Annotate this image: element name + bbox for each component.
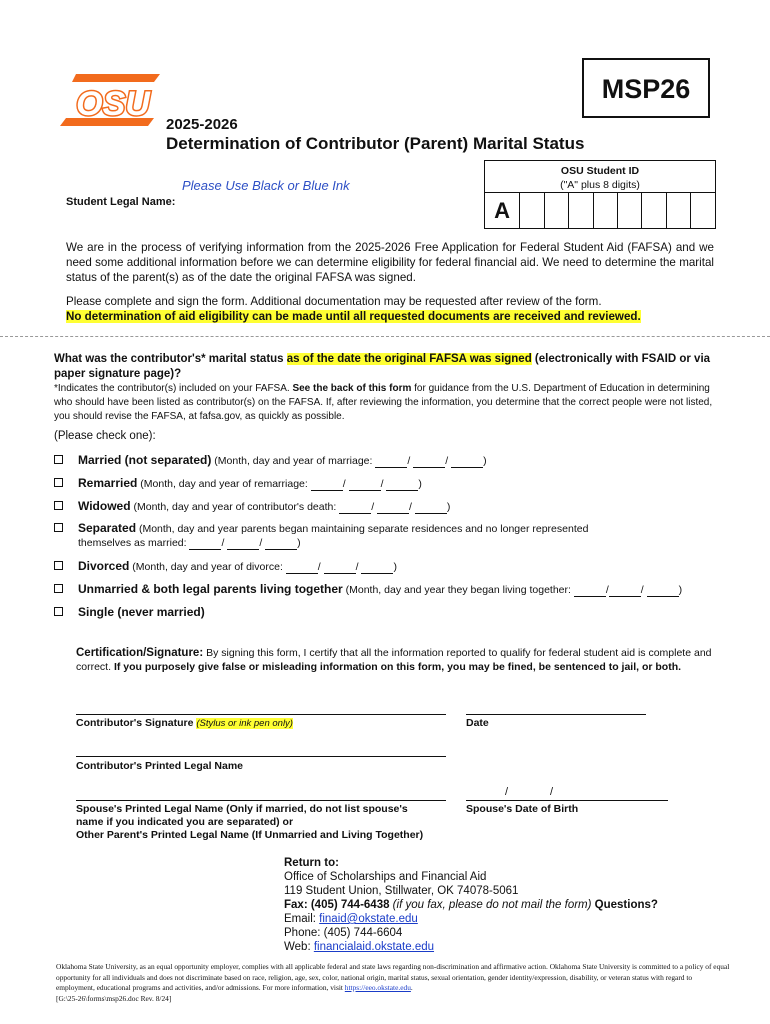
footer bbox=[56, 962, 732, 1004]
student-id-digit-4[interactable] bbox=[593, 193, 617, 228]
question-highlight: as of the date the original FAFSA was signed bbox=[286, 353, 532, 365]
option-married[interactable]: Married (not separated) (Month, day and year of marriage: / / ) bbox=[48, 453, 738, 468]
complete-paragraph: Please complete and sign the form. Additional documentation may be requested after review of the form. bbox=[66, 295, 602, 308]
spouse-dob-label: Spouse's Date of Birth bbox=[466, 803, 579, 815]
contributor-signature-label bbox=[76, 717, 293, 730]
option-single-label: Single (never married) bbox=[78, 605, 205, 619]
student-id-digit-7[interactable] bbox=[666, 193, 690, 228]
option-divorced-label: Divorced bbox=[78, 559, 130, 573]
year-blank[interactable] bbox=[451, 456, 483, 468]
printed-name-line[interactable] bbox=[76, 756, 446, 757]
option-divorced-desc: (Month, day and year of divorce: bbox=[132, 561, 283, 573]
intro-paragraph: We are in the process of verifying information from the 2025-2026 Free Application for Federal Student Aid (FAFSA) and we need some additional information before we can determine eligibility for federal financial aid. We need to determine the marital status of the parent(s) as of the date the original FAFSA was signed. bbox=[66, 241, 714, 284]
email-label: Email: bbox=[284, 913, 320, 925]
phone: Phone: (405) 744-6604 bbox=[284, 927, 403, 939]
option-unmarried-label: Unmarried & both legal parents living together bbox=[78, 582, 343, 596]
student-id-digit-1[interactable] bbox=[519, 193, 543, 228]
note-bold: See the back of this form bbox=[292, 383, 412, 394]
year-blank[interactable] bbox=[415, 502, 447, 514]
student-id-digit-3[interactable] bbox=[568, 193, 592, 228]
return-to-block bbox=[284, 856, 704, 954]
day-blank[interactable] bbox=[609, 585, 641, 597]
student-id-digit-5[interactable] bbox=[617, 193, 641, 228]
student-id-title: OSU Student ID bbox=[560, 165, 640, 177]
day-blank[interactable] bbox=[377, 502, 409, 514]
please-check-one: (Please check one): bbox=[54, 430, 156, 442]
form-code: MSP26 bbox=[582, 58, 710, 118]
day-blank[interactable] bbox=[349, 479, 381, 491]
option-remarried-desc: (Month, day and year of remarriage: bbox=[140, 478, 308, 490]
certification-warning: If you purposely give false or misleading information on this form, you may be fined, be sentenced to jail, or both. bbox=[113, 661, 682, 673]
dob-slash-1: / bbox=[505, 786, 509, 798]
date-line[interactable] bbox=[466, 714, 646, 715]
month-blank[interactable] bbox=[311, 479, 343, 491]
year-blank[interactable] bbox=[647, 585, 679, 597]
student-id-digit-6[interactable] bbox=[641, 193, 665, 228]
ink-instruction: Please Use Black or Blue Ink bbox=[182, 178, 350, 193]
option-remarried-label: Remarried bbox=[78, 476, 138, 490]
certification-block bbox=[76, 646, 716, 674]
printed-name-label: Contributor's Printed Legal Name bbox=[76, 760, 244, 772]
award-year: 2025-2026 bbox=[166, 116, 238, 133]
checkbox-remarried[interactable] bbox=[54, 478, 63, 487]
fax-note: (if you fax, please do not mail the form) bbox=[389, 899, 595, 911]
stylus-note: (Stylus or ink pen only) bbox=[196, 718, 293, 729]
complete-paragraph-block bbox=[66, 294, 714, 324]
option-separated-label: Separated bbox=[78, 521, 137, 535]
student-id-box bbox=[484, 160, 716, 229]
option-remarried[interactable]: Remarried (Month, day and year of remarriage: / / ) bbox=[48, 476, 738, 491]
year-blank[interactable] bbox=[265, 538, 297, 550]
student-id-cells bbox=[484, 193, 716, 229]
questions-label: Questions? bbox=[594, 899, 658, 911]
day-blank[interactable] bbox=[324, 562, 356, 574]
month-blank[interactable] bbox=[189, 538, 221, 550]
student-id-digit-2[interactable] bbox=[544, 193, 568, 228]
month-blank[interactable] bbox=[286, 562, 318, 574]
certification-text: By signing this form, I certify that all the information reported to qualify for federal student aid is complete and correct. bbox=[76, 647, 712, 673]
spouse-name-label-3: Other Parent's Printed Legal Name (If Unmarried and Living Together) bbox=[76, 829, 424, 841]
eeo-link[interactable]: https://eeo.okstate.edu bbox=[344, 983, 411, 992]
option-separated-desc: (Month, day and year parents began maintaining separate residences and no longer represented bbox=[138, 523, 589, 535]
footer-end: . bbox=[410, 983, 413, 992]
checkbox-separated[interactable] bbox=[54, 523, 63, 532]
return-to-heading: Return to: bbox=[284, 857, 339, 869]
contributor-signature-line[interactable] bbox=[76, 714, 446, 715]
no-determination-warning: No determination of aid eligibility can be made until all requested documents are received and reviewed. bbox=[66, 310, 641, 323]
checkbox-married[interactable] bbox=[54, 455, 63, 464]
option-widowed-label: Widowed bbox=[78, 499, 131, 513]
spouse-name-line[interactable] bbox=[76, 800, 446, 801]
web-link[interactable]: financialaid.okstate.edu bbox=[313, 941, 435, 953]
footer-text: Oklahoma State University, as an equal opportunity employer, complies with all applicable federal and state laws regarding non-discrimination and affirmative action. Oklahoma State University is committed to a policy of equal opportunity for all individuals and does not discriminate based on race, religion, age, sex, color, national origin, marital status, sexual orientation, gender identity/expression, disability, or veteran status with regard to employment, educational programs and activities, and/or admissions. For more information, visit bbox=[56, 962, 730, 992]
day-blank[interactable] bbox=[227, 538, 259, 550]
contributor-note bbox=[54, 382, 714, 424]
month-blank[interactable] bbox=[339, 502, 371, 514]
option-widowed-desc: (Month, day and year of contributor's death: bbox=[133, 501, 337, 513]
option-unmarried-together[interactable]: Unmarried & both legal parents living together (Month, day and year they began living together: / / ) bbox=[48, 582, 738, 597]
marital-status-question bbox=[54, 352, 744, 382]
footer-file: [G:\25-26\forms\msp26.doc Rev. 8/24] bbox=[56, 993, 172, 1003]
day-blank[interactable] bbox=[413, 456, 445, 468]
spouse-name-label-2: name if you indicated you are separated) or bbox=[76, 816, 294, 828]
month-blank[interactable] bbox=[375, 456, 407, 468]
student-legal-name-label: Student Legal Name: bbox=[66, 196, 176, 208]
logo-text: OSU bbox=[76, 85, 150, 123]
option-married-desc: (Month, day and year of marriage: bbox=[214, 455, 373, 467]
year-blank[interactable] bbox=[386, 479, 418, 491]
month-blank[interactable] bbox=[574, 585, 606, 597]
certification-label: Certification/Signature: bbox=[76, 647, 204, 659]
student-id-prefix: A bbox=[494, 198, 510, 223]
option-unmarried-desc: (Month, day and year they began living together: bbox=[345, 584, 571, 596]
fax-label: Fax: (405) 744-6438 bbox=[284, 899, 390, 911]
spouse-name-label-1: Spouse's Printed Legal Name (Only if married, do not list spouse's bbox=[76, 803, 408, 815]
option-widowed[interactable]: Widowed (Month, day and year of contributor's death: / / ) bbox=[48, 499, 738, 514]
date-label: Date bbox=[466, 717, 489, 729]
option-separated[interactable]: Separated (Month, day and year parents began maintaining separate residences and no longer represented themselves as married: / / ) bbox=[48, 521, 738, 550]
spouse-name-label bbox=[76, 803, 456, 842]
student-id-digit-8[interactable] bbox=[690, 193, 714, 228]
student-id-header bbox=[484, 160, 716, 193]
osu-logo bbox=[58, 72, 168, 130]
web-label: Web: bbox=[284, 941, 314, 953]
checkbox-single[interactable] bbox=[54, 607, 63, 616]
note-part-1: *Indicates the contributor(s) included on your FAFSA. bbox=[54, 383, 293, 394]
return-office: Office of Scholarships and Financial Aid bbox=[284, 871, 487, 883]
checkbox-widowed[interactable] bbox=[54, 501, 63, 510]
form-title: Determination of Contributor (Parent) Marital Status bbox=[166, 134, 585, 153]
year-blank[interactable] bbox=[361, 562, 393, 574]
logo-top-bar bbox=[72, 74, 160, 82]
note-part-2: for guidance from the U.S. Department of Education in determining who should have been listed as contributor(s) on the FAFSA. If, after reviewing the information, you determine that the correct people were not listed, you should revise the FAFSA, at fafsa.gov, as quickly as possible. bbox=[54, 383, 713, 422]
spouse-dob-line[interactable] bbox=[466, 800, 668, 801]
dob-slash-2: / bbox=[550, 786, 554, 798]
question-part-2: (electronically with FSAID or via paper signature page)? bbox=[54, 353, 711, 380]
email-link[interactable]: finaid@okstate.edu bbox=[319, 913, 418, 925]
option-divorced[interactable]: Divorced (Month, day and year of divorce: / / ) bbox=[48, 559, 738, 574]
contributor-signature-text: Contributor's Signature bbox=[76, 717, 194, 729]
option-married-label: Married (not separated) bbox=[78, 453, 212, 467]
return-address: 119 Student Union, Stillwater, OK 74078-5061 bbox=[284, 885, 519, 897]
option-separated-desc-2: themselves as married: bbox=[78, 537, 187, 549]
question-part-1: What was the contributor's* marital status bbox=[54, 353, 287, 365]
checkbox-unmarried-together[interactable] bbox=[54, 584, 63, 593]
section-divider bbox=[0, 336, 770, 337]
checkbox-divorced[interactable] bbox=[54, 561, 63, 570]
student-id-hint: ("A" plus 8 digits) bbox=[560, 179, 640, 191]
option-single[interactable] bbox=[48, 605, 738, 620]
